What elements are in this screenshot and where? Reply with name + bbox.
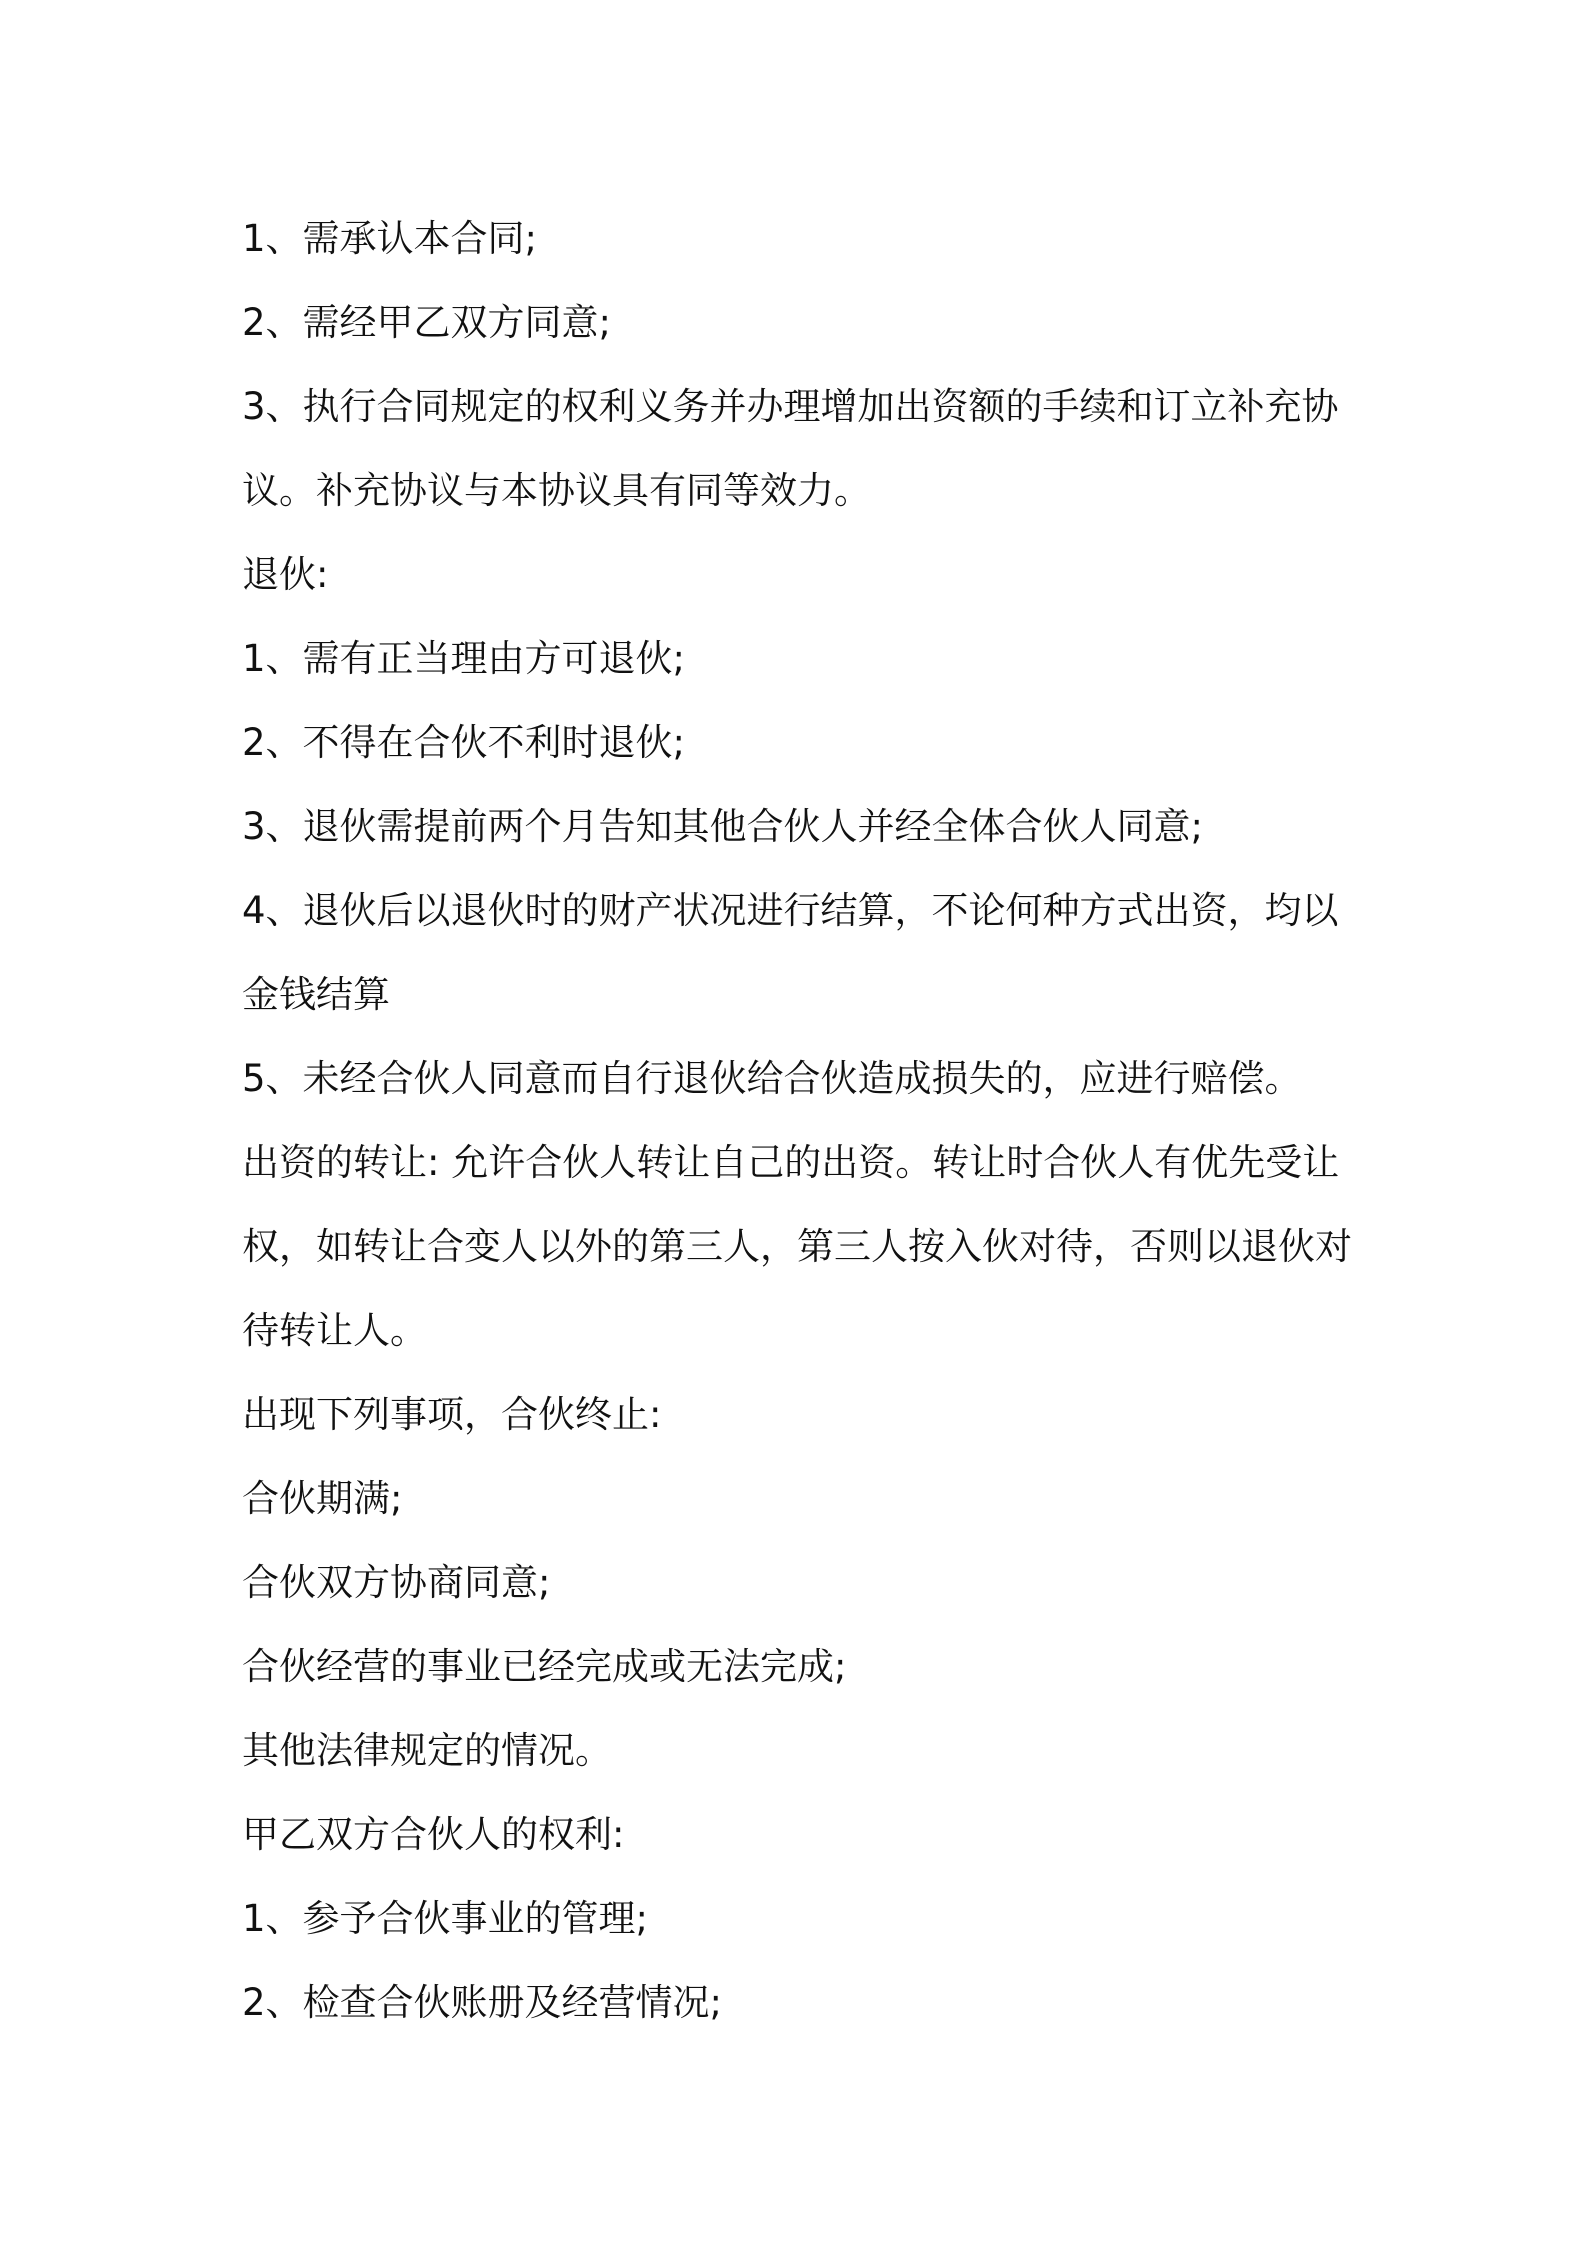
text-line: 2、不得在合伙不利时退伙;: [242, 721, 686, 764]
text-line: 3、执行合同规定的权利义务并办理增加出资额的手续和订立补充协: [242, 385, 1339, 428]
text-line: 合伙双方协商同意;: [242, 1561, 551, 1604]
text-line: 4、退伙后以退伙时的财产状况进行结算，不论何种方式出资，均以: [242, 889, 1339, 932]
text-line: 1、参予合伙事业的管理;: [242, 1897, 649, 1940]
section-heading-withdrawal: 退伙:: [242, 553, 329, 596]
section-heading-transfer: 出资的转让: 允许合伙人转让自己的出资。转让时合伙人有优先受让: [242, 1141, 1340, 1184]
text-line: 合伙经营的事业已经完成或无法完成;: [242, 1645, 847, 1688]
text-line: 议。补充协议与本协议具有同等效力。: [242, 469, 871, 512]
text-line: 1、需承认本合同;: [242, 217, 538, 260]
section-heading-rights: 甲乙双方合伙人的权利:: [242, 1813, 625, 1856]
section-heading-termination: 出现下列事项，合伙终止:: [242, 1393, 662, 1436]
text-line: 其他法律规定的情况。: [242, 1729, 612, 1772]
text-line: 待转让人。: [242, 1309, 427, 1352]
text-line: 5、未经合伙人同意而自行退伙给合伙造成损失的，应进行赔偿。: [242, 1057, 1302, 1100]
text-line: 1、需有正当理由方可退伙;: [242, 637, 686, 680]
text-line: 2、需经甲乙双方同意;: [242, 301, 612, 344]
document-body: [242, 197, 1360, 2045]
text-line: 2、检查合伙账册及经营情况;: [242, 1981, 723, 2024]
text-line: 合伙期满;: [242, 1477, 403, 1520]
text-line: 权，如转让合变人以外的第三人，第三人按入伙对待，否则以退伙对: [242, 1225, 1352, 1268]
text-line: 金钱结算: [242, 973, 390, 1016]
text-line: 3、退伙需提前两个月告知其他合伙人并经全体合伙人同意;: [242, 805, 1204, 848]
